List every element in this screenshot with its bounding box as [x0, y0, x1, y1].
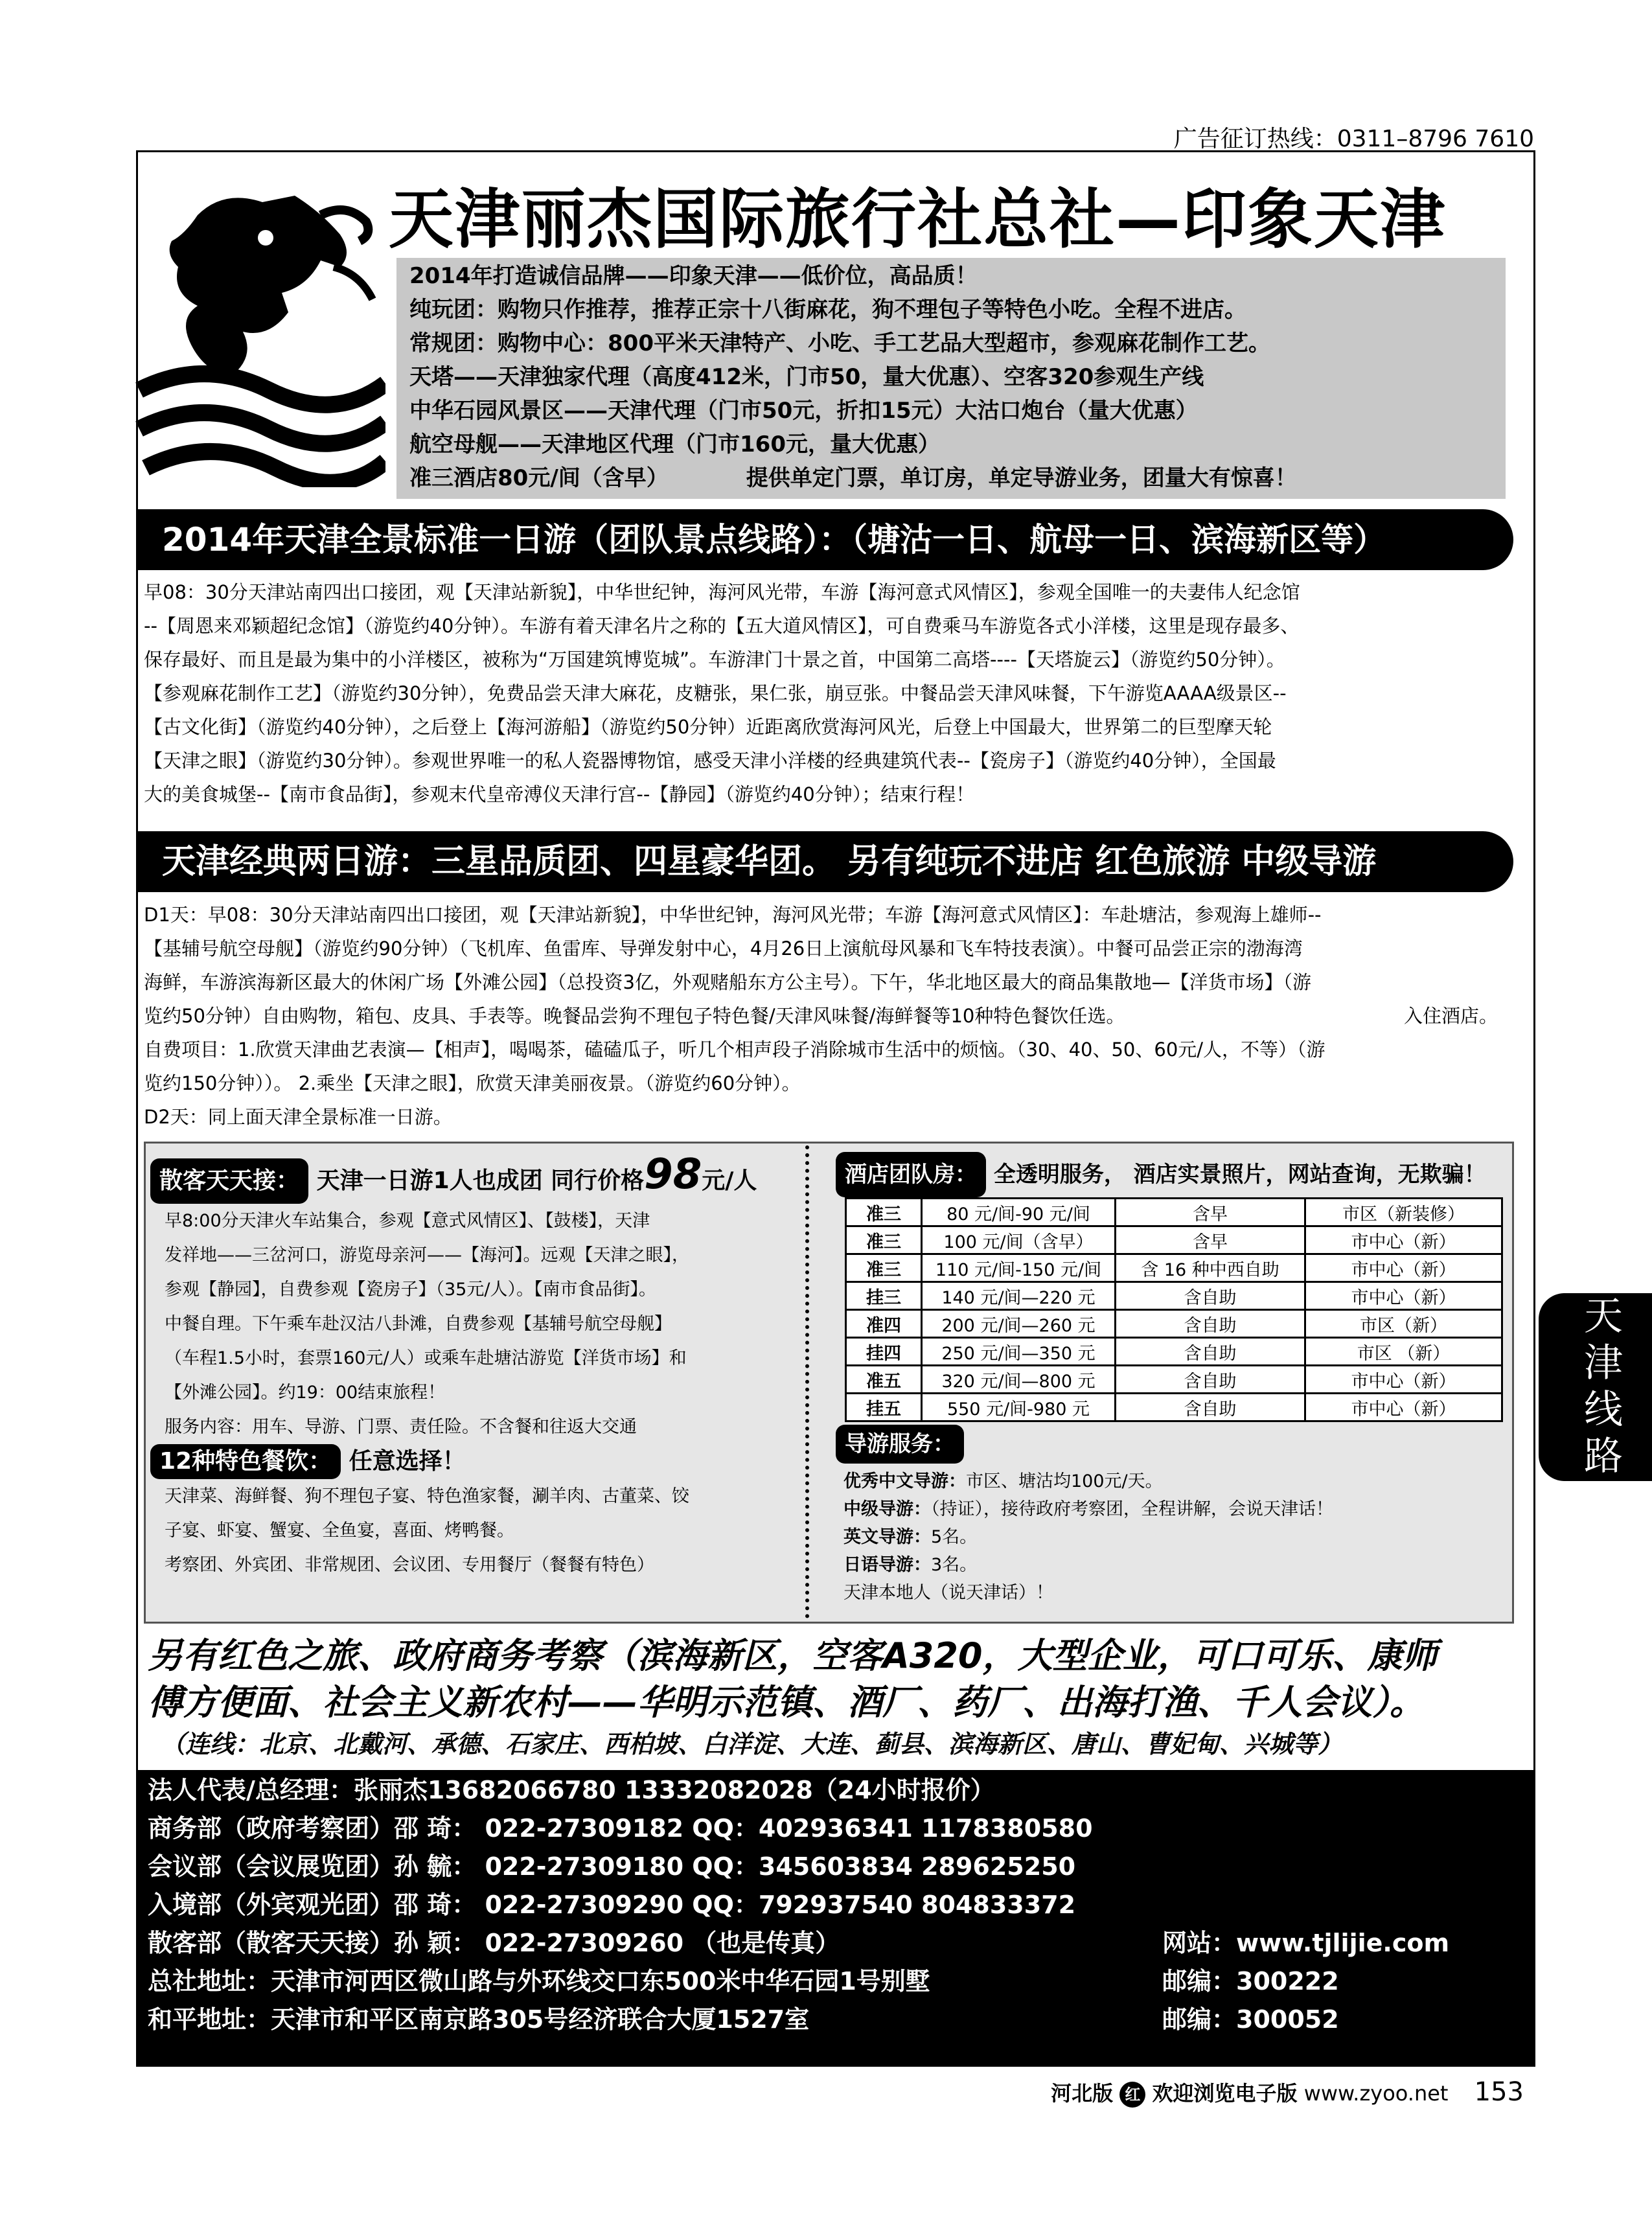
sanke-line: 【外滩公园】。约19：00结束旅程！	[165, 1383, 446, 1403]
section-side-tab: 天津线路	[1539, 1293, 1652, 1481]
hotel-head: 全透明服务， 酒店实景照片，网站查询，无欺骗！	[993, 1162, 1486, 1188]
hotel-meal: 含早	[1116, 1199, 1305, 1226]
ad-hotline: 广告征订热线：0311–8796 7610	[1173, 126, 1534, 152]
sanke-header	[150, 1152, 798, 1204]
guide-line	[843, 1467, 1509, 1495]
dragon-logo-icon	[126, 176, 385, 487]
hotel-price: 80 元/间-90 元/间	[922, 1199, 1116, 1226]
food-line: 子宴、虾宴、蟹宴、全鱼宴，喜面、烤鸭餐。	[165, 1521, 514, 1541]
guide-list	[836, 1467, 1509, 1607]
table-row	[846, 1254, 1502, 1282]
contact-text: 散客部（散客天天接）孙 颖： 022-27309260 （也是传真）	[148, 1929, 840, 1957]
footer-website-link[interactable]: www.zyoo.net	[1303, 2081, 1449, 2106]
itinerary-line: 大的美食城堡--【南市食品街】，参观末代皇帝溥仪天津行宫--【静园】（游览约40分钟）；结束行程！	[144, 783, 975, 805]
hotel-meal: 含自助	[1116, 1338, 1305, 1366]
intro-hotel-price: 准三酒店80元/间（含早）	[409, 465, 669, 491]
postcode: 邮编：300222	[1162, 1967, 1339, 1995]
contact-row: 法人代表/总经理：张丽杰13682066780 13332082028（24小时报价）	[148, 1776, 995, 1804]
guide-line	[843, 1523, 1509, 1551]
sanke-unit: 元/人	[702, 1167, 757, 1194]
hotel-price: 100 元/间（含早）	[922, 1226, 1116, 1254]
itinerary-line: 【天津之眼】（游览约30分钟）。参观世界唯一的私人瓷器博物馆，感受天津小洋楼的经典建筑代表--【瓷房子】（游览约40分钟），全国最	[144, 750, 1276, 772]
hotel-star: 准四	[846, 1310, 922, 1338]
food-header	[150, 1444, 798, 1479]
table-row	[846, 1338, 1502, 1366]
food-line: 天津菜、海鲜餐、狗不理包子宴、特色渔家餐，涮羊肉、古董菜、饺	[165, 1486, 689, 1506]
contact-row	[148, 2001, 1534, 2039]
intro-line: 航空母舰——天津地区代理（门市160元，量大优惠）	[409, 431, 940, 457]
sanke-line: 参观【静园】，自费参观【瓷房子】（35元/人）。【南市食品街】。	[165, 1280, 656, 1300]
hotel-meal: 含自助	[1116, 1394, 1305, 1421]
hotel-price: 550 元/间-980 元	[922, 1394, 1116, 1421]
guide-tag: 导游服务：	[836, 1425, 964, 1464]
hotel-tag: 酒店团队房：	[836, 1152, 986, 1197]
hotel-location: 市中心（新）	[1305, 1394, 1502, 1421]
table-row	[846, 1226, 1502, 1254]
itinerary-line: 自费项目：1.欣赏天津曲艺表演—【相声】，喝喝茶，磕磕瓜子，听几个相声段子消除城市生活中的烦恼。（30、40、50、60元/人，不等）（游	[144, 1039, 1325, 1061]
sanke-price: 98	[644, 1151, 702, 1199]
contact-text: 和平地址：天津市和平区南京路305号经济联合大厦1527室	[148, 2005, 810, 2034]
table-row	[846, 1366, 1502, 1394]
hotel-location: 市中心（新）	[1305, 1366, 1502, 1394]
guide-value: 5名。	[931, 1527, 978, 1547]
itinerary-line: 早08：30分天津站南四出口接团，观【天津站新貌】，中华世纪钟，海河风光带，车游【海河意式风情区】，参观全国唯一的夫妻伟人纪念馆	[144, 581, 1300, 603]
intro-line: 常规团：购物中心：800平米天津特产、小吃、手工艺品大型超市，参观麻花制作工艺。	[409, 330, 1270, 356]
sanke-line: 服务内容：用车、导游、门票、责任险。不含餐和往返大交通	[165, 1417, 637, 1437]
contact-row: 入境部（外宾观光团）邵 琦： 022-27309290 QQ：792937540 804833372	[148, 1891, 1076, 1919]
page-title: 天津丽杰国际旅行社总社—印象天津	[389, 181, 1446, 257]
welcome-text: 欢迎浏览电子版	[1152, 2081, 1298, 2106]
itinerary-line: --【周恩来邓颖超纪念馆】（游览约40分钟）。车游有着天津名片之称的【五大道风情区】，可自费乘马车游览各式小洋楼，这里是现存最多、	[144, 615, 1300, 637]
hotel-location: 市中心（新）	[1305, 1282, 1502, 1310]
itinerary-line: 【古文化街】（游览约40分钟），之后登上【海河游船】（游览约50分钟）近距离欣赏海河风光，后登上中国最大，世界第二的巨型摩天轮	[144, 716, 1272, 738]
guide-label: 中级导游：	[843, 1499, 931, 1519]
intro-line: 2014年打造诚信品牌——印象天津——低价位，高品质！	[409, 263, 978, 289]
contact-row: 商务部（政府考察团）邵 琦： 022-27309182 QQ：402936341 1178380580	[148, 1814, 1093, 1843]
contact-row: 会议部（会议展览团）孙 毓： 022-27309180 QQ：345603834 289625250	[148, 1852, 1076, 1881]
intro-line: 纯玩团：购物只作推荐，推荐正宗十八街麻花，狗不理包子等特色小吃。全程不进店。	[409, 297, 1246, 323]
guide-line: 天津本地人（说天津话）！	[843, 1583, 1053, 1603]
itinerary-line: 览约150分钟））。 2.乘坐【天津之眼】，欣赏天津美丽夜景。（游览约60分钟）。	[144, 1072, 801, 1094]
hotel-meal: 含 16 种中西自助	[1116, 1254, 1305, 1282]
itinerary-line: 【参观麻花制作工艺】（游览约30分钟），免费品尝天津大麻花，皮糖张，果仁张，崩豆张。中餐品尝天津风味餐，下午游览AAAA级景区--	[144, 682, 1287, 704]
food-head: 任意选择！	[349, 1448, 466, 1475]
sanke-line: 早8:00分天津火车站集合，参观【意式风情区】、【鼓楼】，天津	[165, 1211, 650, 1231]
hotel-star: 准三	[846, 1226, 922, 1254]
sanke-section	[150, 1152, 798, 1582]
food-tag: 12种特色餐饮：	[150, 1444, 341, 1479]
table-row	[846, 1310, 1502, 1338]
hotel-meal: 含自助	[1116, 1282, 1305, 1310]
red-tour-routes: （连线：北京、北戴河、承德、石家庄、西柏坡、白洋淀、大连、蓟县、滨海新区、唐山、曹妃甸、兴城等）	[161, 1730, 1343, 1758]
intro-line	[409, 461, 1493, 495]
page-number: 153	[1474, 2077, 1524, 2107]
itinerary-line: 保存最好、而且是最为集中的小洋楼区，被称为“万国建筑博览城”。车游津门十景之首，中国第二高塔----【天塔旋云】（游览约50分钟）。	[144, 649, 1285, 671]
hotel-star: 准三	[846, 1199, 922, 1226]
guide-value: （持证），接待政府考察团，全程讲解，会说天津话！	[931, 1499, 1333, 1519]
sanke-tag: 散客天天接：	[150, 1158, 308, 1204]
contact-row	[148, 1924, 1534, 1962]
hotel-meal: 含自助	[1116, 1366, 1305, 1394]
twoday-itinerary	[144, 898, 1524, 1134]
oneday-banner: 2014年天津全景标准一日游（团队景点线路）：（塘沽一日、航母一日、滨海新区等）	[136, 509, 1513, 570]
hotel-price: 110 元/间-150 元/间	[922, 1254, 1116, 1282]
guide-line	[843, 1495, 1509, 1523]
hotel-price: 320 元/间—800 元	[922, 1366, 1116, 1394]
table-row	[846, 1199, 1502, 1226]
contact-section	[137, 1770, 1534, 2065]
website-link[interactable]: 网站：www.tjlijie.com	[1162, 1929, 1450, 1957]
guide-header	[836, 1425, 1509, 1464]
postcode: 邮编：300052	[1162, 2005, 1339, 2034]
itinerary-line: 海鲜，车游滨海新区最大的休闲广场【外滩公园】（总投资3亿，外观赌船东方公主号）。下午，华北地区最大的商品集散地—【洋货市场】（游	[144, 971, 1311, 993]
itinerary-line	[144, 999, 1524, 1033]
hotel-star: 挂五	[846, 1394, 922, 1421]
hotel-price: 140 元/间—220 元	[922, 1282, 1116, 1310]
hotel-meal: 含早	[1116, 1226, 1305, 1254]
hotel-star: 挂三	[846, 1282, 922, 1310]
page-footer	[1051, 2077, 1524, 2108]
guide-label: 英文导游：	[843, 1527, 931, 1547]
sanke-line: 发祥地——三岔河口，游览母亲河——【海河】。远观【天津之眼】，	[165, 1245, 689, 1265]
intro-line: 天塔——天津独家代理（高度412米，门市50，量大优惠）、空客320参观生产线	[409, 364, 1204, 390]
red-logo-icon: 红	[1119, 2082, 1145, 2108]
guide-label: 日语导游：	[843, 1555, 931, 1575]
itinerary-line: 【基辅号航空母舰】（游览约90分钟）（飞机库、鱼雷库、导弹发射中心，4月26日上演航母风暴和飞车特技表演）。中餐可品尝正宗的渤海湾	[144, 937, 1303, 960]
itinerary-text: 览约50分钟）自由购物，箱包、皮具、手表等。晚餐品尝狗不理包子特色餐/天津风味餐/海鲜餐等10种特色餐饮任选。	[144, 1005, 1125, 1027]
sanke-line: （车程1.5小时，套票160元/人）或乘车赴塘沽游览【洋货市场】和	[165, 1348, 687, 1368]
hotel-location: 市区（新装修）	[1305, 1199, 1502, 1226]
red-tour-line: 另有红色之旅、政府商务考察（滨海新区，空客A320，大型企业，可口可乐、康师	[148, 1635, 1438, 1676]
guide-value: 市区、塘沽均100元/天。	[966, 1471, 1163, 1491]
table-row	[846, 1394, 1502, 1421]
hotel-location: 市区（新）	[1305, 1310, 1502, 1338]
hotel-price: 250 元/间—350 元	[922, 1338, 1116, 1366]
hotel-star: 准五	[846, 1366, 922, 1394]
intro-services: 提供单定门票，单订房，单定导游业务，团量大有惊喜！	[746, 465, 1297, 491]
contact-row	[148, 1962, 1534, 2001]
edition-label: 河北版	[1051, 2081, 1114, 2106]
hotel-meal: 含自助	[1116, 1310, 1305, 1338]
table-row	[846, 1282, 1502, 1310]
itinerary-checkin: 入住酒店。	[1403, 1005, 1498, 1027]
twoday-banner: 天津经典两日游：三星品质团、四星豪华团。 另有纯玩不进店 红色旅游 中级导游	[136, 831, 1513, 892]
red-tour-line: 傅方便面、社会主义新农村——华明示范镇、酒厂、药厂、出海打渔、千人会议）。	[148, 1682, 1425, 1723]
hotel-header	[836, 1152, 1509, 1197]
hotel-location: 市区 （新）	[1305, 1338, 1502, 1366]
hotel-location: 市中心（新）	[1305, 1226, 1502, 1254]
guide-label: 优秀中文导游：	[843, 1471, 966, 1491]
oneday-itinerary	[144, 575, 1524, 811]
intro-line: 中华石园风景区——天津代理（门市50元，折扣15元）大沽口炮台（量大优惠）	[409, 398, 1198, 424]
itinerary-line: D1天：早08：30分天津站南四出口接团，观【天津站新貌】，中华世纪钟，海河风光带；车游【海河意式风情区】：车赴塘沽，参观海上雄师--	[144, 904, 1322, 926]
red-tour-section	[148, 1633, 1521, 1762]
contact-text: 总社地址：天津市河西区微山路与外环线交口东500米中华石园1号别墅	[148, 1967, 930, 1995]
hotel-section	[836, 1152, 1509, 1607]
guide-value: 3名。	[931, 1555, 978, 1575]
hotel-price: 200 元/间—260 元	[922, 1310, 1116, 1338]
hotel-table	[845, 1197, 1503, 1422]
food-line: 考察团、外宾团、非常规团、会议团、专用餐厅（餐餐有特色）	[165, 1555, 654, 1575]
itinerary-line: D2天：同上面天津全景标准一日游。	[144, 1106, 452, 1128]
hotel-star: 挂四	[846, 1338, 922, 1366]
column-divider	[805, 1145, 809, 1618]
guide-line	[843, 1551, 1509, 1579]
sanke-head: 天津一日游1人也成团 同行价格	[316, 1167, 645, 1194]
intro-box	[396, 258, 1506, 499]
hotel-location: 市中心（新）	[1305, 1254, 1502, 1282]
hotel-star: 准三	[846, 1254, 922, 1282]
sanke-line: 中餐自理。下午乘车赴汉沽八卦滩，自费参观【基辅号航空母舰】	[165, 1314, 672, 1334]
